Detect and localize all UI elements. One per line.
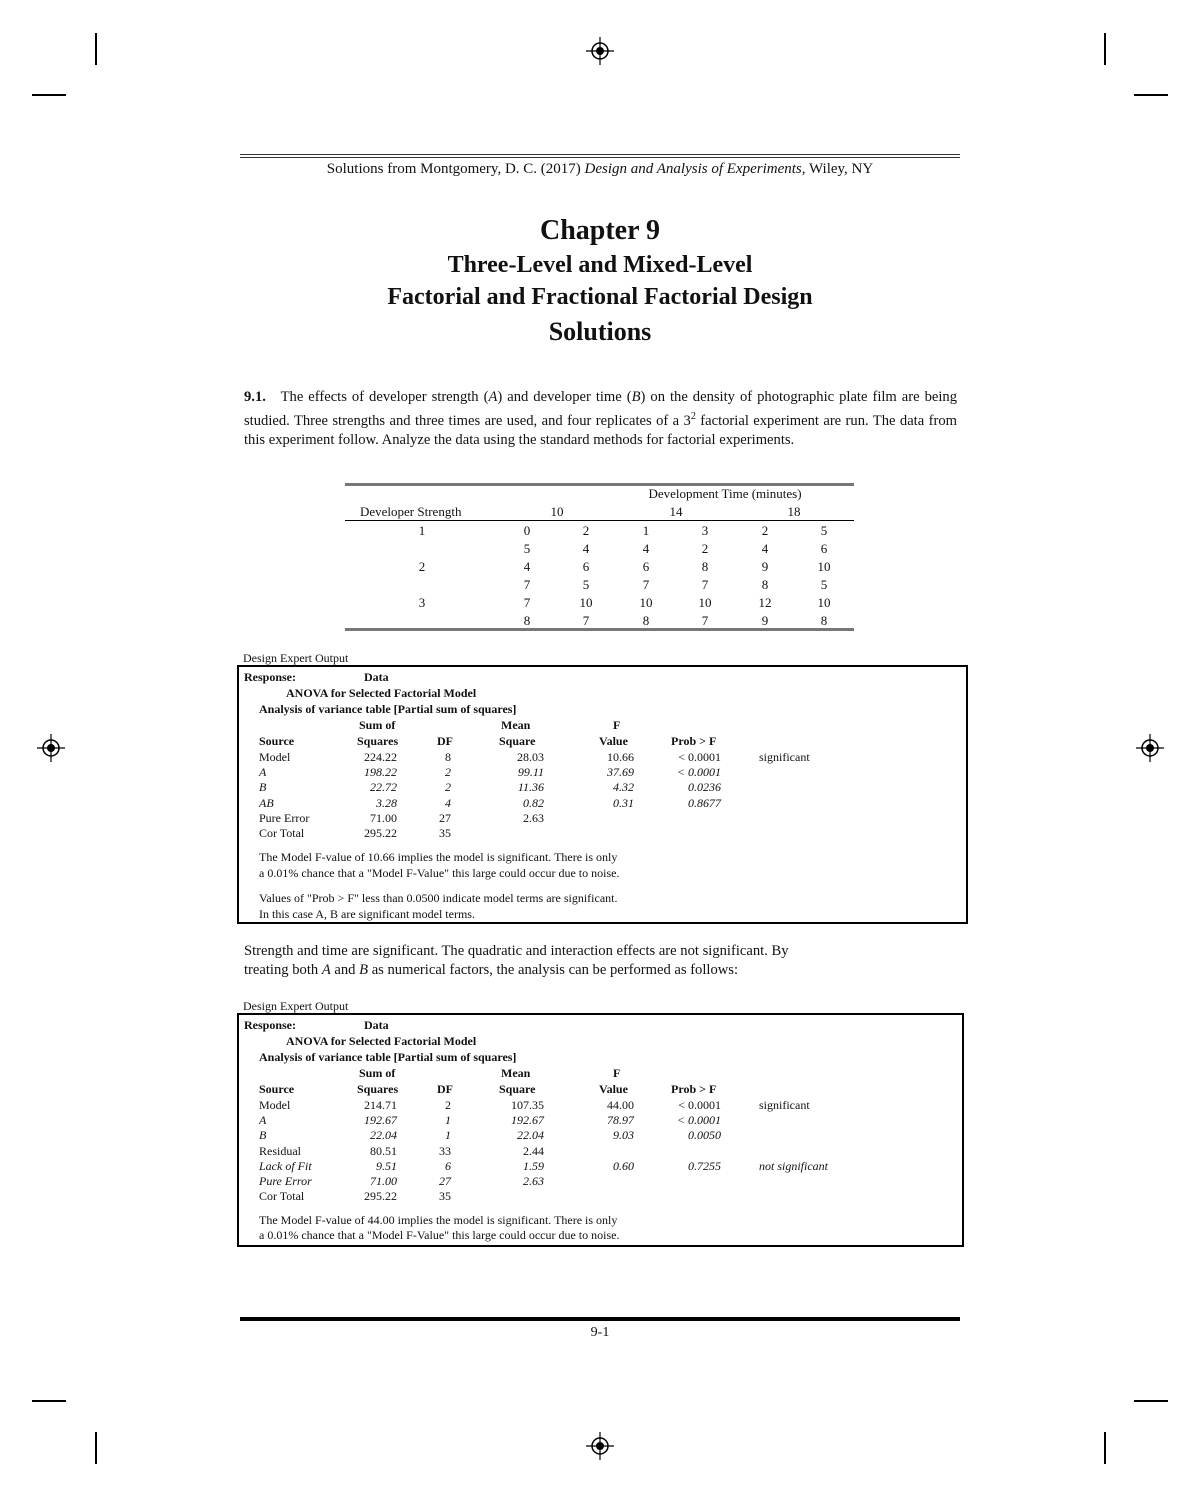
data-cell: 2 — [582, 523, 590, 538]
data-cell: 9 — [761, 613, 769, 628]
output-label: Design Expert Output — [243, 651, 349, 665]
column-header: Source — [259, 734, 295, 748]
analysis-title: Analysis of variance table [Partial sum of squares] — [259, 1050, 517, 1064]
data-cell: 4 — [761, 541, 769, 556]
data-cell: 4 — [523, 559, 531, 574]
output-label: Design Expert Output — [243, 999, 349, 1013]
column-header: Value — [599, 1082, 628, 1096]
anova-title: ANOVA for Selected Factorial Model — [286, 1034, 477, 1048]
anova-cell-f: 0.31 — [613, 795, 634, 810]
row-header: Developer Strength — [360, 504, 462, 519]
chapter-subtitle: Factorial and Fractional Factorial Design — [387, 284, 813, 310]
registration-mark-icon — [585, 36, 615, 66]
crop-mark — [1104, 33, 1106, 65]
data-cell: 4 — [582, 541, 590, 556]
data-cell: 10 — [639, 595, 653, 610]
column-header: Prob > F — [671, 1082, 717, 1096]
data-cell: 6 — [820, 541, 828, 556]
anova-cell-df: 6 — [445, 1158, 451, 1173]
response-label: Response: — [244, 670, 297, 684]
anova-output-box — [237, 665, 968, 924]
response-value: Data — [364, 670, 389, 684]
data-cell: 7 — [582, 613, 590, 628]
column-header: Squares — [357, 1082, 399, 1096]
column-header: Prob > F — [671, 734, 717, 748]
note-text: The Model F-value of 10.66 implies the model is significant. There is only — [259, 850, 618, 864]
anova-title: ANOVA for Selected Factorial Model — [286, 686, 477, 700]
anova-cell-source: B — [259, 1128, 267, 1143]
column-header: Square — [499, 734, 536, 748]
data-cell: 6 — [642, 559, 650, 574]
crop-mark — [95, 1432, 97, 1464]
anova-cell-ss: 224.22 — [364, 750, 397, 764]
anova-cell-f: 44.00 — [607, 1098, 634, 1112]
anova-cell-df: 4 — [445, 795, 451, 810]
data-cell: 4 — [642, 541, 650, 556]
anova-cell-ss: 22.72 — [370, 780, 397, 795]
anova-cell-ms: 11.36 — [517, 780, 544, 795]
data-cell: 2 — [701, 541, 709, 556]
time-header: 14 — [669, 504, 683, 519]
anova-cell-f: 78.97 — [607, 1113, 634, 1128]
column-group-header: Development Time (minutes) — [648, 486, 802, 501]
anova-cell-source: Lack of Fit — [259, 1158, 312, 1173]
analysis-title: Analysis of variance table [Partial sum of squares] — [259, 702, 517, 716]
data-cell: 0 — [523, 523, 531, 538]
anova-cell-f: 9.03 — [613, 1128, 634, 1143]
column-header: DF — [437, 1082, 453, 1096]
header-rule — [240, 157, 960, 158]
column-header: DF — [437, 734, 453, 748]
anova-cell-source: Model — [259, 750, 291, 764]
anova-cell-ms: 2.63 — [523, 810, 544, 825]
crop-mark — [1134, 1400, 1168, 1402]
anova-cell-source: Pure Error — [259, 1174, 312, 1188]
anova-cell-df: 8 — [445, 750, 451, 764]
data-cell: 7 — [701, 577, 709, 592]
anova-output-box — [237, 1013, 964, 1247]
anova-cell-source: Pure Error — [259, 810, 310, 825]
anova-cell-f: 10.66 — [607, 750, 634, 764]
data-cell: 10 — [817, 559, 831, 574]
anova-cell-source: B — [259, 780, 267, 795]
anova-cell-ss: 71.00 — [370, 1174, 397, 1188]
data-cell: 8 — [761, 577, 769, 592]
anova-cell-ss: 214.71 — [364, 1098, 397, 1112]
column-header: Mean — [501, 718, 531, 732]
anova-cell-note: significant — [759, 1098, 810, 1112]
page-number: 9-1 — [590, 1325, 610, 1340]
anova-cell-ms: 22.04 — [517, 1128, 544, 1143]
column-header: Source — [259, 1082, 295, 1096]
problem-statement: 9.1. The effects of developer strength (A) and developer time (B) on the density of photographic plate film are being studied. Three strengths and three times are used, and four replicates of a $3^2$ factorial experiment are run. The data from this experiment follow. Analyze the data using the standard methods for factorial experiments. — [244, 389, 957, 449]
data-cell: 1 — [642, 523, 650, 538]
anova-cell-ss: 22.04 — [370, 1128, 397, 1143]
interpretation-text: Strength and time are significant. The quadratic and interaction effects are not significant. By treating both A and B as numerical factors, the analysis can be performed as follows: — [244, 943, 789, 979]
column-header: Value — [599, 734, 628, 748]
strength-label: 3 — [418, 595, 426, 610]
data-cell: 2 — [761, 523, 769, 538]
data-cell: 6 — [582, 559, 590, 574]
anova-cell-ms: 2.63 — [523, 1174, 544, 1188]
anova-cell-source: Cor Total — [259, 1189, 305, 1204]
crop-mark — [95, 33, 97, 65]
anova-cell-ms: 107.35 — [511, 1098, 544, 1112]
time-header: 10 — [550, 504, 564, 519]
column-header: F — [613, 1066, 621, 1080]
column-header: Sum of — [359, 1066, 396, 1080]
data-cell: 5 — [820, 523, 828, 538]
column-header: F — [613, 718, 621, 732]
header-rule — [240, 154, 960, 155]
anova-cell-ms: 0.82 — [523, 795, 544, 810]
data-cell: 5 — [820, 577, 828, 592]
anova-cell-source: Model — [259, 1098, 291, 1112]
anova-cell-p: < 0.0001 — [676, 765, 721, 780]
anova-cell-note: significant — [759, 750, 810, 764]
anova-cell-f: 0.60 — [613, 1158, 634, 1173]
registration-mark-icon — [1135, 733, 1165, 763]
anova-cell-p: < 0.0001 — [678, 750, 721, 764]
time-header: 18 — [787, 504, 801, 519]
anova-cell-p: 0.0236 — [688, 780, 721, 795]
strength-label: 2 — [418, 559, 426, 574]
anova-cell-p: < 0.0001 — [678, 1098, 721, 1112]
chapter-title: Chapter 9 — [539, 215, 661, 246]
registration-mark-icon — [36, 733, 66, 763]
anova-cell-df: 2 — [445, 765, 451, 780]
footer-rule — [240, 1317, 960, 1321]
column-header: Squares — [357, 734, 399, 748]
anova-cell-ss: 3.28 — [376, 795, 397, 810]
data-cell: 10 — [579, 595, 593, 610]
crop-mark — [32, 1400, 66, 1402]
anova-cell-df: 35 — [439, 826, 451, 840]
anova-cell-source: Residual — [259, 1143, 301, 1158]
data-cell: 7 — [523, 595, 531, 610]
anova-cell-f: 37.69 — [607, 765, 634, 780]
anova-cell-ss: 192.67 — [364, 1113, 397, 1128]
chapter-subtitle: Solutions — [548, 317, 652, 346]
anova-cell-p: < 0.0001 — [676, 1113, 721, 1128]
column-header: Sum of — [359, 718, 396, 732]
anova-cell-ss: 295.22 — [364, 1189, 397, 1204]
anova-cell-df: 1 — [445, 1113, 451, 1128]
data-cell: 8 — [642, 613, 650, 628]
data-cell: 7 — [523, 577, 531, 592]
note-text: The Model F-value of 44.00 implies the model is significant. There is only — [259, 1213, 618, 1227]
anova-cell-df: 27 — [439, 1174, 451, 1188]
anova-cell-ms: 192.67 — [511, 1113, 544, 1128]
crop-mark — [32, 94, 66, 96]
anova-cell-f: 4.32 — [613, 780, 634, 795]
anova-cell-note: not significant — [759, 1158, 828, 1173]
anova-cell-source: Cor Total — [259, 826, 305, 840]
anova-cell-ms: 28.03 — [517, 750, 544, 764]
note-text: a 0.01% chance that a "Model F-Value" this large could occur due to noise. — [259, 1228, 620, 1242]
anova-cell-ms: 1.59 — [523, 1158, 544, 1173]
response-label: Response: — [244, 1018, 297, 1032]
anova-cell-source: A — [259, 765, 267, 780]
anova-cell-ms: 99.11 — [517, 765, 544, 780]
anova-cell-df: 1 — [445, 1128, 451, 1143]
note-text: a 0.01% chance that a "Model F-Value" this large could occur due to noise. — [259, 866, 620, 880]
anova-cell-ss: 80.51 — [370, 1143, 397, 1158]
anova-cell-source: A — [259, 1113, 267, 1128]
anova-cell-source: AB — [259, 795, 274, 810]
data-cell: 3 — [701, 523, 709, 538]
anova-cell-ms: 2.44 — [523, 1143, 544, 1158]
crop-mark — [1104, 1432, 1106, 1464]
data-cell: 7 — [701, 613, 709, 628]
anova-cell-df: 2 — [445, 1098, 451, 1112]
data-cell: 12 — [758, 595, 772, 610]
anova-cell-p: 0.7255 — [688, 1158, 721, 1173]
column-header: Square — [499, 1082, 536, 1096]
anova-cell-p: 0.0050 — [688, 1128, 721, 1143]
data-cell: 9 — [761, 559, 769, 574]
chapter-subtitle: Three-Level and Mixed-Level — [447, 252, 753, 278]
running-header: Solutions from Montgomery, D. C. (2017) Design and Analysis of Experiments, Wiley, NY — [326, 161, 874, 177]
anova-cell-df: 35 — [439, 1189, 451, 1204]
anova-cell-df: 33 — [439, 1143, 451, 1158]
anova-cell-ss: 295.22 — [364, 826, 397, 840]
anova-cell-df: 27 — [439, 810, 451, 825]
data-cell: 8 — [523, 613, 531, 628]
data-cell: 5 — [582, 577, 590, 592]
data-cell: 10 — [698, 595, 712, 610]
note-text: In this case A, B are significant model terms. — [259, 907, 475, 921]
anova-cell-ss: 71.00 — [370, 810, 397, 825]
column-header: Mean — [501, 1066, 531, 1080]
registration-mark-icon — [585, 1431, 615, 1461]
anova-cell-ss: 9.51 — [376, 1158, 397, 1173]
data-cell: 10 — [817, 595, 831, 610]
data-cell: 5 — [523, 541, 531, 556]
data-cell: 7 — [642, 577, 650, 592]
response-value: Data — [364, 1018, 389, 1032]
crop-mark — [1134, 94, 1168, 96]
anova-cell-p: 0.8677 — [688, 795, 721, 810]
data-cell: 8 — [701, 559, 709, 574]
anova-cell-ss: 198.22 — [364, 765, 397, 780]
note-text: Values of "Prob > F" less than 0.0500 indicate model terms are significant. — [259, 891, 618, 905]
strength-label: 1 — [418, 523, 426, 538]
anova-cell-df: 2 — [445, 780, 451, 795]
data-cell: 8 — [820, 613, 828, 628]
